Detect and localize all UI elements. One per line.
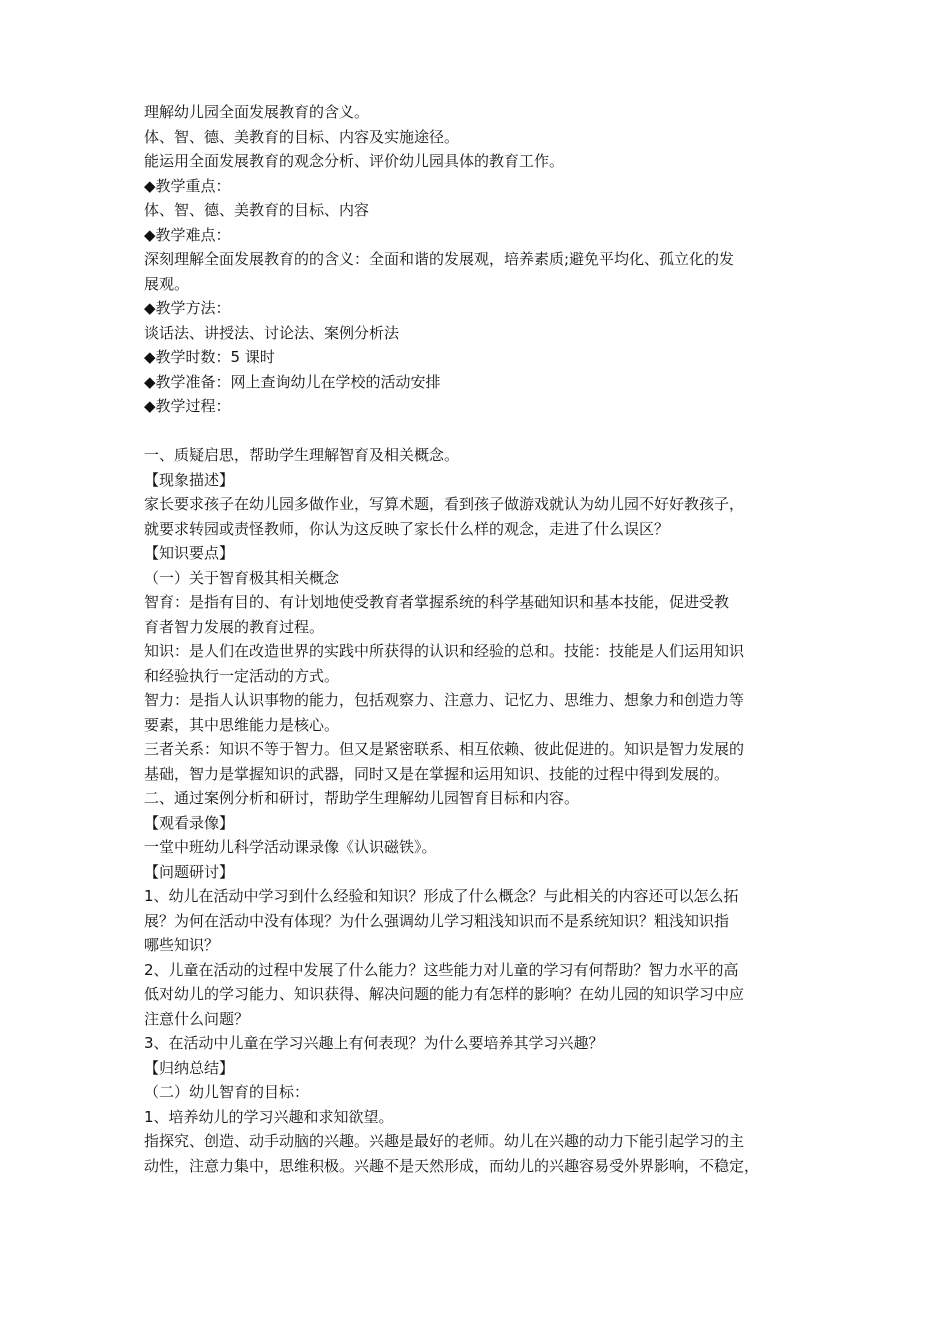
text-line: 【现象描述】 — [144, 470, 235, 489]
text-line: 体、智、德、美教育的目标、内容及实施途径。 — [144, 127, 460, 146]
text-line: 2、儿童在活动的过程中发展了什么能力？这些能力对儿童的学习有何帮助？智力水平的高 — [144, 960, 739, 979]
text-line: ◆教学准备：网上查询幼儿在学校的活动安排 — [144, 372, 441, 391]
text-line: 能运用全面发展教育的观念分析、评价幼儿园具体的教育工作。 — [144, 152, 565, 170]
text-line: 展观。 — [144, 274, 190, 293]
text-line: 展？为何在活动中没有体现？为什么强调幼儿学习粗浅知识而不是系统知识？粗浅知识指 — [144, 911, 730, 930]
text-line: 谈话法、讲授法、讨论法、案例分析法 — [144, 323, 400, 342]
text-line: 家长要求孩子在幼儿园多做作业，写算术题，看到孩子做游戏就认为幼儿园不好好教孩子， — [144, 495, 745, 513]
text-line: 体、智、德、美教育的目标、内容 — [144, 201, 370, 219]
text-line: 注意什么问题？ — [144, 1009, 250, 1028]
text-line: 【归纳总结】 — [144, 1058, 235, 1077]
text-line: ◆教学难点： — [144, 225, 231, 244]
text-line: ◆教学过程： — [144, 397, 231, 415]
text-line: 理解幼儿园全面发展教育的含义。 — [144, 103, 370, 121]
text-line: 要素，其中思维能力是核心。 — [144, 715, 340, 734]
text-line: 3、在活动中儿童在学习兴趣上有何表现？为什么要培养其学习兴趣？ — [144, 1034, 604, 1052]
text-line: ◆教学方法： — [144, 299, 231, 317]
text-line: 二、通过案例分析和研讨，帮助学生理解幼儿园智育目标和内容。 — [144, 789, 580, 807]
text-line: 三者关系：知识不等于智力。但又是紧密联系、相互依赖、彼此促进的。知识是智力发展的 — [144, 740, 745, 758]
text-line: 就要求转园或责怪教师，你认为这反映了家长什么样的观念，走进了什么误区？ — [144, 519, 670, 538]
text-line: 【观看录像】 — [144, 813, 235, 832]
text-line: 指探究、创造、动手动脑的兴趣。兴趣是最好的老师。幼儿在兴趣的动力下能引起学习的主 — [144, 1132, 745, 1150]
text-line: 【问题研讨】 — [144, 862, 235, 881]
text-line: 一堂中班幼儿科学活动课录像《认识磁铁》。 — [144, 838, 437, 856]
text-line: 基础，智力是掌握知识的武器，同时又是在掌握和运用知识、技能的过程中得到发展的。 — [144, 764, 730, 783]
text-line: 智力：是指人认识事物的能力，包括观察力、注意力、记忆力、思维力、想象力和创造力等 — [144, 691, 745, 709]
text-line: 知识：是人们在改造世界的实践中所获得的认识和经验的总和。技能：技能是人们运用知识 — [144, 642, 745, 660]
text-line: 哪些知识？ — [144, 936, 220, 954]
text-line: ◆教学时数：5 课时 — [144, 348, 275, 366]
text-line: 智育：是指有目的、有计划地使受教育者掌握系统的科学基础知识和基本技能，促进受教 — [144, 593, 730, 611]
text-line: （一）关于智育极其相关概念 — [144, 568, 340, 587]
text-line: 动性，注意力集中，思维积极。兴趣不是天然形成，而幼儿的兴趣容易受外界影响，不稳定， — [144, 1156, 760, 1175]
text-line: 和经验执行一定活动的方式。 — [144, 666, 340, 685]
text-line: 1、培养幼儿的学习兴趣和求知欲望。 — [144, 1107, 394, 1126]
text-line: ◆教学重点： — [144, 176, 231, 195]
text-line: 1、幼儿在活动中学习到什么经验和知识？形成了什么概念？与此相关的内容还可以怎么拓 — [144, 887, 739, 905]
text-line: 育者智力发展的教育过程。 — [144, 617, 325, 636]
text-line: 深刻理解全面发展教育的的含义：全面和谐的发展观，培养素质;避免平均化、孤立化的发 — [144, 250, 735, 268]
text-line: 【知识要点】 — [144, 544, 235, 562]
text-line: 低对幼儿的学习能力、知识获得、解决问题的能力有怎样的影响？在幼儿园的知识学习中应 — [144, 985, 745, 1003]
text-line: （二）幼儿智育的目标： — [144, 1083, 310, 1101]
text-line: 一、质疑启思，帮助学生理解智育及相关概念。 — [144, 446, 460, 464]
blank-line — [144, 419, 824, 444]
document-body — [144, 100, 824, 1178]
